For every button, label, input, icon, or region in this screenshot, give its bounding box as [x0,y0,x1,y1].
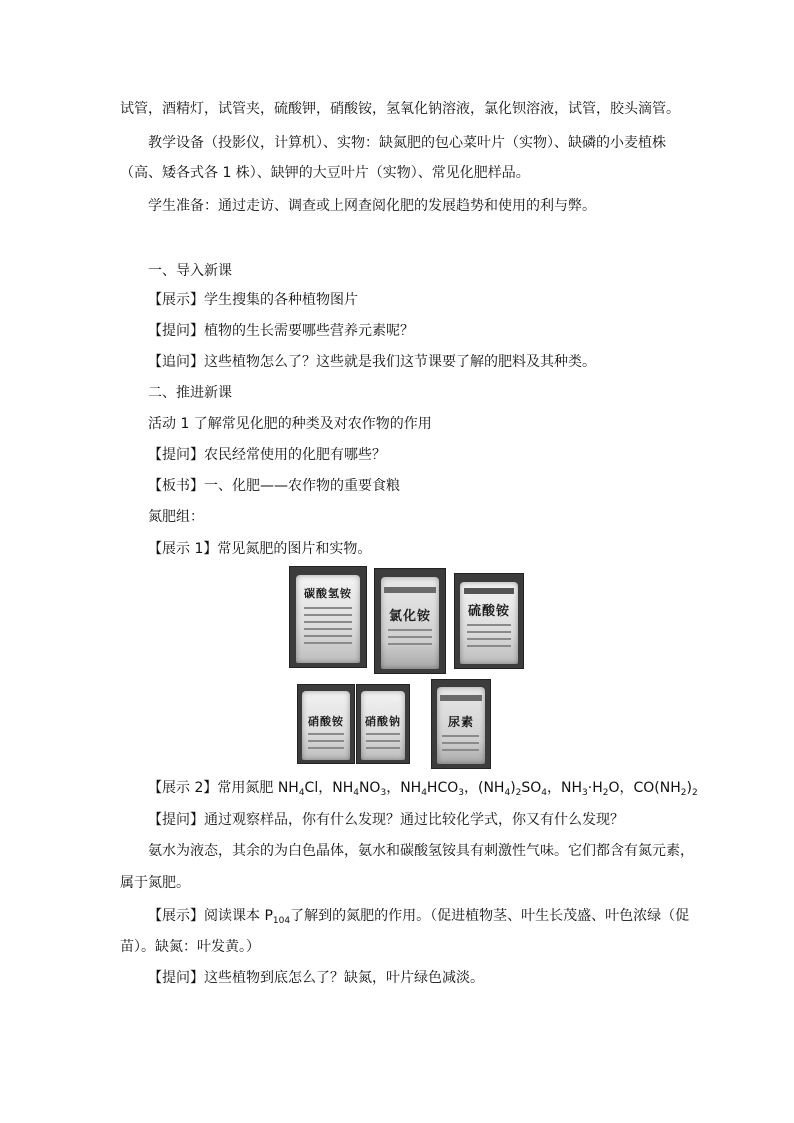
photo-ammonium-chloride-bag: 氯化铵 [374,568,446,674]
line-question-observation: 【提问】通过观察样品，你有什么发现？通过比较化学式，你又有什么发现？ [148,812,624,828]
formula-ammonium-chloride: $NH_4Cl$， [277,780,333,798]
paragraph-equipment-1: 教学设备（投影仪，计算机）、实物：缺氮肥的包心菜叶片（实物）、缺磷的小麦植株 [148,135,666,151]
line-followup: 【追问】这些植物怎么了？这些就是我们这节课要了解的肥料及其种类。 [148,354,596,370]
line-show-1: 【展示 1】常见氮肥的图片和实物。 [148,541,372,557]
photo-ammonium-sulfate-bag: 硫酸铵 [454,573,524,669]
line-nitrogen-group: 氮肥组： [148,509,204,525]
line-question-fertilizers: 【提问】农民经常使用的化肥有哪些？ [148,447,386,463]
line-show-plants: 【展示】学生搜集的各种植物图片 [148,292,358,308]
section-heading-new-lesson: 二、推进新课 [148,385,232,401]
photo-sodium-nitrate-bag: 硝酸钠 [356,684,410,764]
formula-urea: $CO(NH_2)_2$ [633,780,698,798]
line-show-2-formulas: 【展示 2】常用氮肥 $NH_4Cl$，$NH_4NO_3$，$NH_4HCO_3$，$(NH_4)_2SO_4$，$NH_3\cdot H_2O$，$CO(NH_2)_2$ [148,780,698,798]
paragraph-textbook-1: 【展示】阅读课本 $P_{104}$了解到的氮肥的作用。（促进植物茎、叶生长茂盛、叶色浓绿（促 [148,908,690,926]
paragraph-ammonia-water-2: 属于氮肥。 [120,875,190,891]
line-board-writing: 【板书】一、化肥——农作物的重要食粮 [148,478,400,494]
formula-ammonium-sulfate: $(NH_4)_2SO_4$， [477,780,562,798]
line-activity-1: 活动 1 了解常见化肥的种类及对农作物的作用 [148,416,432,432]
formula-ammonium-bicarbonate: $NH_4HCO_3$， [400,780,478,798]
paragraph-textbook-2: 苗）。缺氮：叶发黄。） [120,939,260,955]
line-question-plants: 【提问】这些植物到底怎么了？缺氮，叶片绿色减淡。 [148,970,484,986]
formula-ammonium-nitrate: $NH_4NO_3$， [332,780,401,798]
paragraph-materials: 试管，酒精灯，试管夹，硫酸钾，硝酸铵，氢氧化钠溶液，氯化钡溶液，试管，胶头滴管。 [120,101,680,117]
paragraph-ammonia-water-1: 氨水为液态，其余的为白色晶体，氨水和碳酸氢铵具有刺激性气味。它们都含有氮元素， [148,843,694,859]
photo-ammonium-nitrate-bag: 硝酸铵 [297,684,355,764]
photo-ammonium-bicarbonate-bag: 碳酸氢铵 [289,566,367,668]
formula-ammonia-water: $NH_3\cdot H_2O$， [561,780,634,798]
line-question-nutrients: 【提问】植物的生长需要哪些营养元素呢？ [148,323,414,339]
paragraph-student-prep: 学生准备：通过走访、调查或上网查阅化肥的发展趋势和使用的利与弊。 [148,198,596,214]
section-heading-intro: 一、导入新课 [148,263,232,279]
paragraph-equipment-2: （高、矮各式各 1 株）、缺钾的大豆叶片（实物）、常见化肥样品。 [120,165,530,181]
photo-urea-bag: 尿素 [431,679,491,769]
